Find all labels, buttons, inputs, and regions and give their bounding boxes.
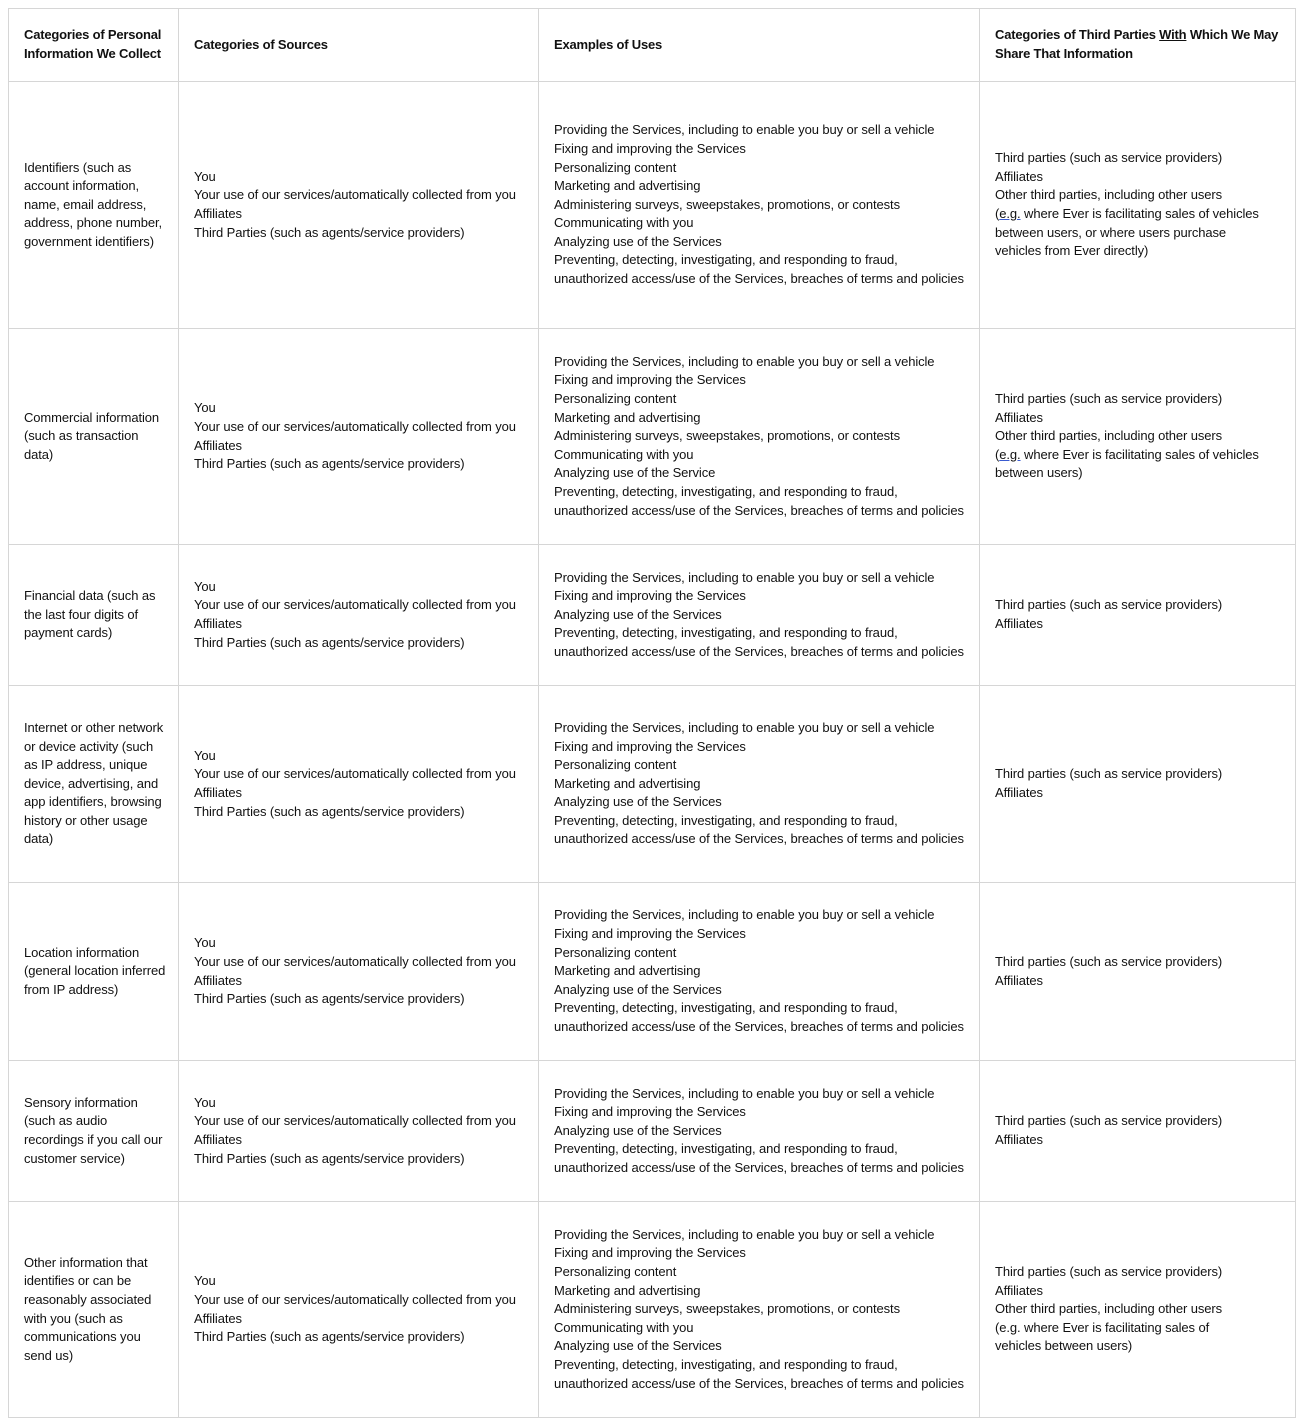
source-line: Your use of our services/automatically collected from you — [194, 1291, 516, 1307]
use-line: Preventing, detecting, investigating, and responding to fraud, — [554, 812, 898, 828]
third-party-line: Affiliates — [995, 1282, 1043, 1298]
cell-category — [9, 545, 179, 686]
cell-category — [9, 82, 179, 329]
source-line: You — [194, 935, 216, 951]
source-line: Third Parties (such as agents/service providers) — [194, 634, 465, 650]
use-line: Preventing, detecting, investigating, and responding to fraud, — [554, 1141, 898, 1157]
third-party-line: (e.g. where Ever is facilitating sales of vehicles — [995, 206, 1259, 221]
source-line: You — [194, 168, 216, 184]
third-party-line: vehicles from Ever directly) — [995, 243, 1149, 259]
source-line: You — [194, 1273, 216, 1289]
use-line: unauthorized access/use of the Services, breaches of terms and policies — [554, 1018, 964, 1034]
source-line: Your use of our services/automatically collected from you — [194, 187, 516, 203]
cell-category — [9, 883, 179, 1061]
third-party-line: Affiliates — [995, 785, 1043, 800]
cell-uses — [539, 686, 980, 883]
category-text: Sensory information (such as audio recordings if you call our customer service) — [24, 1094, 163, 1166]
cell-third-parties — [980, 883, 1296, 1061]
source-line: Your use of our services/automatically collected from you — [194, 953, 516, 969]
third-party-line: between users) — [995, 465, 1083, 481]
source-line: Third Parties (such as agents/service providers) — [194, 803, 465, 819]
header-categories-of-sources: Categories of Sources — [179, 9, 539, 82]
use-line: Marketing and advertising — [554, 178, 701, 194]
use-line: Communicating with you — [554, 1319, 694, 1335]
use-line: unauthorized access/use of the Services, breaches of terms and policies — [554, 643, 964, 659]
source-line: Affiliates — [194, 616, 242, 631]
cell-sources — [179, 329, 539, 545]
cell-category — [9, 686, 179, 883]
table-row — [9, 1202, 1296, 1418]
cell-third-parties — [980, 82, 1296, 329]
category-text: Financial data (such as the last four digits of payment cards) — [24, 588, 156, 641]
source-line: You — [194, 578, 216, 594]
use-line: Providing the Services, including to enable you buy or sell a vehicle — [554, 122, 935, 138]
third-party-line: Third parties (such as service providers) — [995, 150, 1223, 166]
cell-sources — [179, 1061, 539, 1202]
use-line: Analyzing use of the Services — [554, 606, 722, 622]
third-party-line: Affiliates — [995, 409, 1043, 425]
cell-category — [9, 1061, 179, 1202]
cell-uses — [539, 883, 980, 1061]
use-line: Analyzing use of the Services — [554, 794, 722, 810]
cell-sources — [179, 545, 539, 686]
use-line: unauthorized access/use of the Services, breaches of terms and policies — [554, 1375, 964, 1391]
cell-uses — [539, 82, 980, 329]
cell-sources — [179, 883, 539, 1061]
use-line: unauthorized access/use of the Services, breaches of terms and policies — [554, 1159, 964, 1175]
table-row — [9, 329, 1296, 545]
source-line: You — [194, 1094, 216, 1110]
use-line: Providing the Services, including to enable you buy or sell a vehicle — [554, 1226, 935, 1242]
cell-sources — [179, 82, 539, 329]
header-underlined-word: With — [1159, 27, 1187, 43]
use-line: Preventing, detecting, investigating, and responding to fraud, — [554, 625, 898, 641]
table-row — [9, 1061, 1296, 1202]
source-line: Third Parties (such as agents/service providers) — [194, 1150, 465, 1166]
third-party-line: Third parties (such as service providers) — [995, 1264, 1223, 1280]
source-line: Third Parties (such as agents/service providers) — [194, 224, 465, 240]
cell-third-parties — [980, 686, 1296, 883]
cell-third-parties — [980, 545, 1296, 686]
cell-uses — [539, 545, 980, 686]
third-party-line: Third parties (such as service providers) — [995, 953, 1223, 969]
source-line: Affiliates — [194, 206, 242, 221]
use-line: Providing the Services, including to enable you buy or sell a vehicle — [554, 569, 935, 585]
header-categories-of-personal-information: Categories of Personal Information We Collect — [9, 9, 179, 82]
third-party-line: between users, or where users purchase — [995, 224, 1227, 240]
use-line: Administering surveys, sweepstakes, promotions, or contests — [554, 1301, 900, 1317]
use-line: Analyzing use of the Services — [554, 981, 722, 997]
third-party-line: Third parties (such as service providers) — [995, 766, 1223, 782]
table-body — [9, 82, 1296, 1418]
use-line: Administering surveys, sweepstakes, promotions, or contests — [554, 196, 900, 212]
use-line: Fixing and improving the Services — [554, 140, 746, 156]
use-line: Fixing and improving the Services — [554, 926, 746, 942]
source-line: Third Parties (such as agents/service providers) — [194, 456, 465, 472]
source-line: Affiliates — [194, 1310, 242, 1326]
third-party-line: Other third parties, including other users — [995, 187, 1223, 203]
third-party-line: vehicles between users) — [995, 1338, 1133, 1354]
personal-information-table — [8, 8, 1296, 1418]
use-line: Fixing and improving the Services — [554, 1245, 746, 1261]
use-line: Providing the Services, including to enable you buy or sell a vehicle — [554, 907, 935, 923]
use-line: Personalizing content — [554, 944, 677, 960]
use-line: unauthorized access/use of the Services, breaches of terms and policies — [554, 831, 964, 847]
third-party-line: Third parties (such as service providers) — [995, 1113, 1223, 1129]
use-line: unauthorized access/use of the Services, breaches of terms and policies — [554, 502, 964, 518]
use-line: Fixing and improving the Services — [554, 1104, 746, 1120]
use-line: Personalizing content — [554, 159, 677, 175]
use-line: Communicating with you — [554, 215, 694, 231]
source-line: Your use of our services/automatically collected from you — [194, 1113, 516, 1129]
category-text: Internet or other network or device activity (such as IP address, unique device, advertising, and app identifiers, browsing history or other usage data) — [24, 719, 164, 847]
use-line: Personalizing content — [554, 1264, 677, 1280]
third-party-line: Third parties (such as service providers) — [995, 391, 1223, 407]
third-party-line: Affiliates — [995, 972, 1043, 988]
cell-uses — [539, 329, 980, 545]
table-row — [9, 883, 1296, 1061]
source-line: Third Parties (such as agents/service providers) — [194, 1329, 465, 1345]
table-row — [9, 686, 1296, 883]
use-line: Preventing, detecting, investigating, and responding to fraud, — [554, 483, 898, 499]
cell-sources — [179, 686, 539, 883]
table-row — [9, 82, 1296, 329]
third-party-line: Affiliates — [995, 1132, 1043, 1147]
use-line: Providing the Services, including to enable you buy or sell a vehicle — [554, 719, 935, 735]
third-party-line: Other third parties, including other users — [995, 428, 1223, 444]
cell-category — [9, 329, 179, 545]
category-text: Other information that identifies or can be reasonably associated with you (such as communications you send us) — [24, 1254, 152, 1363]
use-line: Analyzing use of the Services — [554, 233, 722, 249]
use-line: Preventing, detecting, investigating, and responding to fraud, — [554, 1356, 898, 1372]
use-line: Administering surveys, sweepstakes, promotions, or contests — [554, 428, 900, 444]
source-line: Third Parties (such as agents/service providers) — [194, 991, 465, 1007]
source-line: Your use of our services/automatically collected from you — [194, 766, 516, 782]
use-line: Marketing and advertising — [554, 1282, 701, 1298]
use-line: Analyzing use of the Services — [554, 1122, 722, 1138]
cell-third-parties — [980, 329, 1296, 545]
third-party-line: Affiliates — [995, 616, 1043, 631]
use-line: Personalizing content — [554, 391, 677, 407]
third-party-line: Other third parties, including other users — [995, 1301, 1223, 1317]
underlined-abbreviation: e.g. — [999, 446, 1021, 462]
use-line: Fixing and improving the Services — [554, 372, 746, 388]
cell-third-parties — [980, 1202, 1296, 1418]
use-line: Analyzing use of the Service — [554, 465, 716, 481]
header-categories-of-third-parties: Categories of Third Parties With Which We May Share That Information — [980, 9, 1296, 82]
source-line: Affiliates — [194, 1132, 242, 1147]
source-line: Affiliates — [194, 785, 242, 800]
source-line: Affiliates — [194, 972, 242, 988]
use-line: Marketing and advertising — [554, 963, 701, 979]
use-line: Preventing, detecting, investigating, and responding to fraud, — [554, 252, 898, 268]
third-party-line: Third parties (such as service providers) — [995, 597, 1223, 613]
category-text: Location information (general location inferred from IP address) — [24, 944, 166, 997]
table-header-row — [9, 9, 1296, 82]
use-line: Fixing and improving the Services — [554, 588, 746, 604]
use-line: Providing the Services, including to enable you buy or sell a vehicle — [554, 1085, 935, 1101]
use-line: Analyzing use of the Services — [554, 1338, 722, 1354]
third-party-line: (e.g. where Ever is facilitating sales of — [995, 1319, 1210, 1335]
header-examples-of-uses: Examples of Uses — [539, 9, 980, 82]
category-text: Commercial information (such as transaction data) — [24, 409, 160, 462]
third-party-line: Affiliates — [995, 168, 1043, 184]
use-line: Fixing and improving the Services — [554, 738, 746, 754]
cell-uses — [539, 1061, 980, 1202]
cell-uses — [539, 1202, 980, 1418]
use-line: Personalizing content — [554, 757, 677, 773]
use-line: Marketing and advertising — [554, 409, 701, 425]
underlined-abbreviation: e.g. — [999, 206, 1021, 221]
use-line: unauthorized access/use of the Services, breaches of terms and policies — [554, 271, 964, 287]
use-line: Preventing, detecting, investigating, and responding to fraud, — [554, 1000, 898, 1016]
source-line: Your use of our services/automatically collected from you — [194, 418, 516, 434]
source-line: Your use of our services/automatically collected from you — [194, 597, 516, 613]
source-line: You — [194, 747, 216, 763]
source-line: You — [194, 400, 216, 416]
cell-sources — [179, 1202, 539, 1418]
table-row — [9, 545, 1296, 686]
use-line: Communicating with you — [554, 446, 694, 462]
use-line: Marketing and advertising — [554, 775, 701, 791]
cell-third-parties — [980, 1061, 1296, 1202]
use-line: Providing the Services, including to enable you buy or sell a vehicle — [554, 353, 935, 369]
category-text: Identifiers (such as account information, name, email address, address, phone number, government identifiers) — [24, 159, 163, 249]
cell-category — [9, 1202, 179, 1418]
source-line: Affiliates — [194, 437, 242, 453]
third-party-line: (e.g. where Ever is facilitating sales of vehicles — [995, 446, 1259, 462]
